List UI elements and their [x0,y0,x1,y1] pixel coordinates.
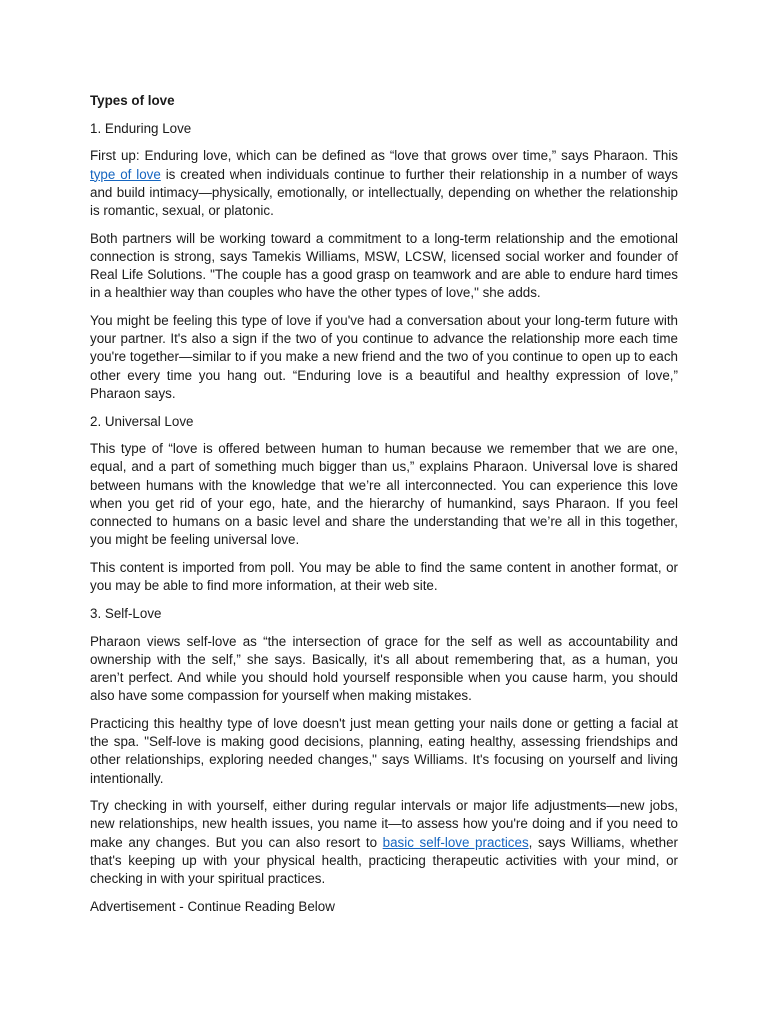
page-title: Types of love [90,93,175,108]
section-heading-enduring-love: 1. Enduring Love [90,120,192,136]
basic-self-love-practices-link[interactable]: basic self-love practices [382,834,529,850]
embed-notice: This content is imported from poll. You may be able to find the same content in another format, or you may be able to find more information, at their web site. [90,559,678,594]
section-heading-self-love: 3. Self-Love [90,605,162,621]
paragraph [90,147,678,220]
paragraph: You might be feeling this type of love if you've had a conversation about your long-term future with your partner. It's also a sign if the two of you continue to advance the relationship more each time you're together—similar to if you make a new friend and the two of you continue to open up to each other every time you hang out. “Enduring love is a beautiful and healthy expression of love,” Pharaon says. [90,313,678,401]
paragraph-text: Try checking in with yourself, either during regular intervals or major life adjustments—new jobs, new relationships, new health issues, you name it—to assess how you're doing and if you need to make any changes. But you can also resort to [90,798,678,850]
paragraph: Pharaon views self-love as “the intersection of grace for the self as well as accountability and ownership with the self,” she says. Basically, it's all about remembering that, as a human, you aren’t perfect. And while you should hold yourself responsible when you cause harm, you should also have some compassion for yourself when making mistakes. [90,633,678,704]
paragraph-text: First up: Enduring love, which can be defined as “love that grows over time,” says Pharaon. This [90,148,678,164]
type-of-love-link[interactable]: type of love [90,166,161,182]
paragraph [90,797,678,888]
section-heading-universal-love: 2. Universal Love [90,413,194,429]
paragraph: This type of “love is offered between human to human because we remember that we are one, equal, and a part of something much bigger than us,” explains Pharaon. Universal love is shared between humans with the knowledge that we’re all interconnected. You can experience this love when you get rid of your ego, hate, and the hierarchy of humankind, says Pharaon. If you feel connected to humans on a basic level and share the understanding that we’re all in this together, you might be feeling universal love. [90,441,678,548]
advertisement-label: Advertisement - Continue Reading Below [90,898,335,914]
paragraph: Both partners will be working toward a commitment to a long-term relationship and the emotional connection is strong, says Tamekis Williams, MSW, LCSW, licensed social worker and founder of Real Life Solutions. "The couple has a good grasp on teamwork and are able to endure hard times in a healthier way than couples who have the other types of love," she adds. [90,230,678,301]
paragraph-text: is created when individuals continue to further their relationship in a number of ways and build intimacy—physically, emotionally, or intellectually, depending on whether the relationship is romantic, sexual, or platonic. [90,166,679,219]
document-page [90,92,678,925]
paragraph-text: , says Williams, whether that's keeping up with your physical health, practicing therapeutic activities with your mind, or checking in with your spiritual practices. [90,834,678,887]
paragraph: Practicing this healthy type of love doesn't just mean getting your nails done or getting a facial at the spa. "Self-love is making good decisions, planning, eating healthy, assessing friendships and other relationships, exploring needed changes," says Williams. It's focusing on yourself and living intentionally. [90,715,678,786]
